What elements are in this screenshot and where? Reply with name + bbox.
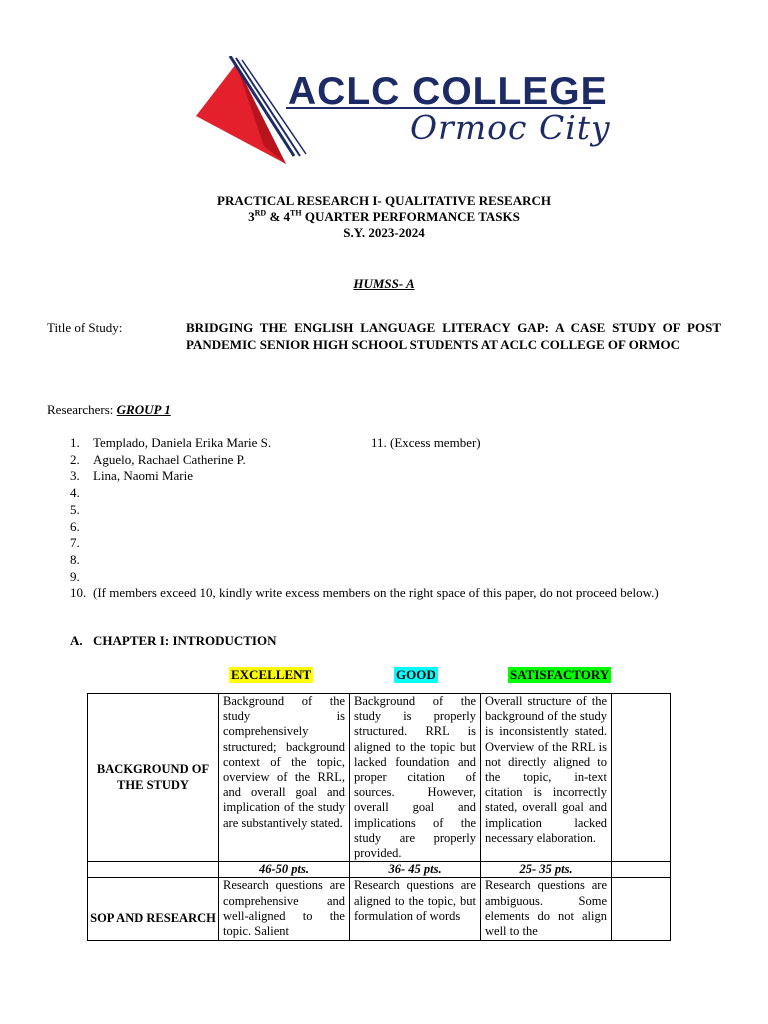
list-item: 9. — [70, 568, 80, 584]
study-title: BRIDGING THE ENGLISH LANGUAGE LITERACY GAP: A CASE STUDY OF POST PANDEMIC SENIOR HIGH SCHOOL STUDENTS AT ACLC COLLEGE OF ORMOC — [186, 320, 721, 352]
table-row — [88, 694, 671, 862]
list-item: 3. Lina, Naomi Marie — [70, 468, 193, 484]
chapter-heading: A. CHAPTER I: INTRODUCTION — [70, 633, 277, 648]
tasks-title: 3RD & 4TH QUARTER PERFORMANCE TASKS — [248, 208, 520, 224]
list-item: 8. — [70, 551, 80, 567]
points-excellent: 46-50 pts. — [219, 862, 350, 878]
points-satisfactory: 25- 35 pts. — [481, 862, 612, 878]
researchers-label: Researchers: GROUP 1 — [47, 402, 171, 417]
excess-member: 11. (Excess member) — [371, 435, 481, 450]
points-score[interactable] — [612, 862, 671, 878]
excellent-cell: Background of the study is comprehensively structured; background context of the topic, overview of the RRL, and overall goal and implication of the study are substantively stated. — [219, 694, 350, 862]
table-row — [88, 878, 671, 941]
list-item: 10. (If members exceed 10, kindly write excess members on the right space of this paper, do not proceed below.) — [70, 585, 659, 601]
rating-good: GOOD — [396, 667, 436, 682]
points-good: 36- 45 pts. — [350, 862, 481, 878]
points-label-cell — [88, 862, 219, 878]
excellent-cell: Research questions are comprehensive and well-aligned to the topic. Salient — [219, 878, 350, 941]
section-name: HUMSS- A — [353, 276, 415, 291]
list-item: 2. Aguelo, Rachael Catherine P. — [70, 451, 246, 467]
list-item: 5. — [70, 501, 80, 517]
list-item: 6. — [70, 518, 80, 534]
rating-excellent: EXCELLENT — [231, 667, 312, 682]
school-year: S.Y. 2023-2024 — [343, 225, 425, 240]
course-title: PRACTICAL RESEARCH I- QUALITATIVE RESEARCH — [217, 193, 551, 208]
score-cell[interactable] — [612, 694, 671, 862]
member-list — [70, 435, 659, 602]
title-label: Title of Study: — [47, 320, 123, 335]
logo-script: Ormoc City — [410, 108, 611, 147]
group-name: GROUP 1 — [116, 402, 171, 417]
good-cell: Background of the study is properly structured. RRL is aligned to the topic but lacked foundation and proper citation of sources. However, overall goal and implications of the study are properly provided. — [350, 694, 481, 862]
score-cell[interactable] — [612, 878, 671, 941]
criterion-cell: SOP AND RESEARCH — [88, 878, 219, 941]
list-item: 7. — [70, 535, 80, 551]
good-cell: Research questions are aligned to the topic, but formulation of words — [350, 878, 481, 941]
document-header — [0, 193, 768, 241]
criterion-cell: BACKGROUND OF THE STUDY — [88, 694, 219, 862]
logo-name: ACLC COLLEGE — [288, 70, 608, 113]
rating-satisfactory: SATISFACTORY — [510, 667, 610, 682]
list-item: 1. Templado, Daniela Erika Marie S. — [70, 435, 272, 450]
satisfactory-cell: Research questions are ambiguous. Some elements do not align well to the — [481, 878, 612, 941]
satisfactory-cell: Overall structure of the background of the study is inconsistently stated. Overview of the RRL is not directly aligned to the topic, in-text citation is incorrectly stated, overall goal and implication lacked necessary elaboration. — [481, 694, 612, 862]
table-row — [88, 862, 671, 878]
list-item: 4. — [70, 485, 80, 501]
rubric-table — [87, 693, 671, 941]
